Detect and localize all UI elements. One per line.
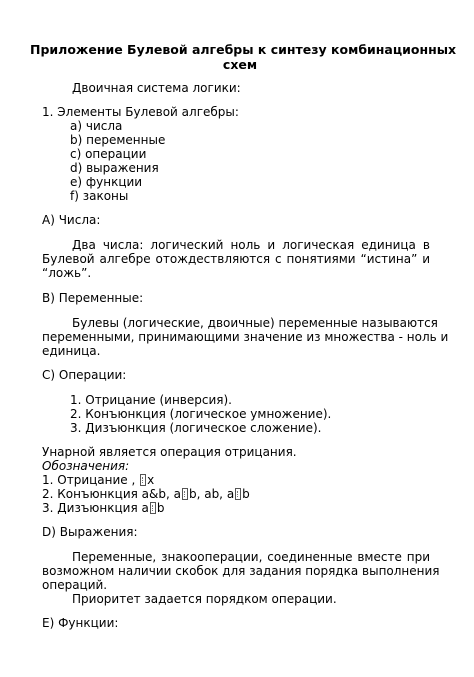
conjunction-middle: b, ab, a (188, 487, 235, 501)
disjunction-end: b (156, 501, 165, 515)
elements-item: f) законы (70, 189, 129, 203)
section-d-text-line: операций. (42, 578, 108, 592)
conjunction-label: 2. Конъюнкция a&b, a (42, 487, 181, 501)
section-b-text-line: Булевы (логические, двоичные) переменные называются (72, 316, 438, 330)
intro-text: Двоичная система логики: (72, 81, 241, 95)
elements-item: c) операции (70, 147, 147, 161)
negation-notation (42, 474, 154, 488)
disjunction-notation (42, 502, 164, 516)
section-a-text-line: Булевой алгебре отождествляются с понятиями “истина” и (42, 252, 430, 266)
notation-heading: Обозначения: (42, 459, 130, 473)
missing-symbol-icon (150, 502, 156, 514)
missing-symbol-icon (235, 488, 241, 500)
section-a-text-line: Два числа: логический ноль и логическая единица в (72, 238, 430, 252)
conjunction-end: b (242, 487, 250, 501)
disjunction-label: 3. Дизъюнкция a (42, 501, 149, 515)
document-title-line-1: Приложение Булевой алгебры к синтезу комбинационных (30, 42, 457, 57)
negation-variable: x (147, 473, 155, 487)
unary-operation-text: Унарной является операция отрицания. (42, 445, 297, 459)
operation-item: 3. Дизъюнкция (логическое сложение). (70, 421, 322, 435)
section-d-heading: D) Выражения: (42, 525, 138, 539)
section-e-heading: E) Функции: (42, 616, 119, 630)
section-a-text-line: “ложь”. (42, 266, 92, 280)
elements-item: e) функции (70, 175, 143, 189)
elements-item: b) переменные (70, 133, 166, 147)
elements-item: d) выражения (70, 161, 159, 175)
missing-symbol-icon (182, 488, 188, 500)
elements-item: a) числа (70, 119, 123, 133)
operation-item: 2. Конъюнкция (логическое умножение). (70, 407, 332, 421)
section-d-text-line: возможном наличии скобок для задания порядка выполнения (42, 564, 440, 578)
missing-symbol-icon (140, 474, 146, 486)
negation-label: 1. Отрицание , (42, 473, 136, 487)
document-title-line-2: схем (222, 57, 258, 72)
section-c-heading: С) Операции: (42, 368, 127, 382)
operation-item: 1. Отрицание (инверсия). (70, 393, 232, 407)
conjunction-notation (42, 488, 250, 502)
section-a-heading: А) Числа: (42, 213, 101, 227)
section-b-heading: В) Переменные: (42, 291, 144, 305)
section-d-text-line: Переменные, знакооперации, соединенные вместе при (72, 550, 430, 564)
section-b-text-line: переменными, принимающими значение из множества - ноль и (42, 330, 449, 344)
elements-heading: 1. Элементы Булевой алгебры: (42, 105, 239, 119)
section-d-text-line: Приоритет задается порядком операции. (72, 592, 337, 606)
section-b-text-line: единица. (42, 344, 101, 358)
